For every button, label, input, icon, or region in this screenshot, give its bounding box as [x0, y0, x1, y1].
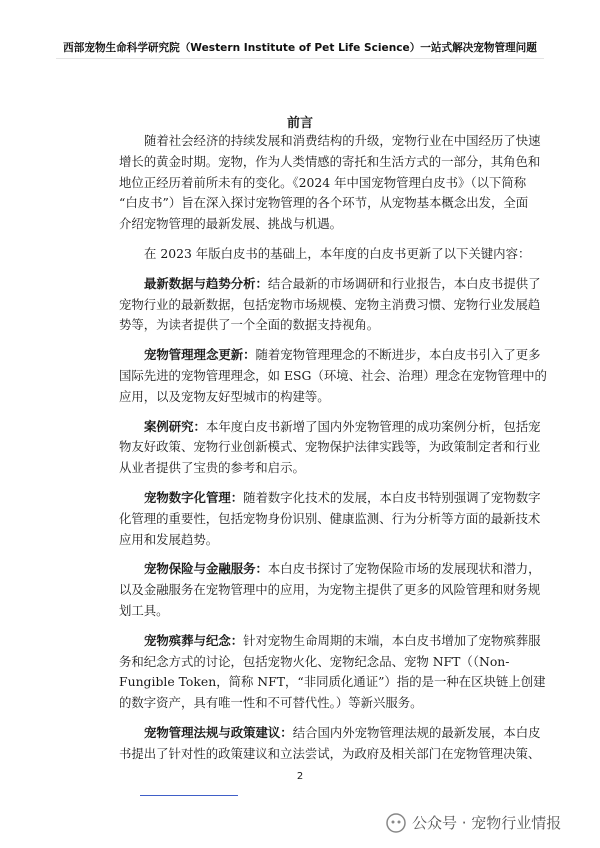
- section-line: 国际先进的宠物管理理念，如 ESG（环境、社会、治理）理念在宠物管理中的: [119, 367, 547, 383]
- watermark-text: 公众号 · 宠物行业情报: [412, 814, 562, 832]
- section-line: 应用，以及宠物友好型城市的构建等。: [119, 388, 330, 404]
- footnote-rule: [140, 795, 238, 796]
- intro-line: 随着社会经济的持续发展和消费结构的升级，宠物行业在中国经历了快速: [144, 133, 541, 148]
- section-line: 物友好政策、宠物行业创新模式、宠物保护法律实践等，为政策制定者和行业: [119, 439, 541, 455]
- section-line: 书提出了针对性的政策建议和立法尝试，为政府及相关部门在宠物管理决策、: [119, 745, 541, 761]
- document-body: [119, 131, 547, 765]
- section-paragraph: [119, 345, 547, 407]
- section-text: 本白皮书探讨了宠物保险市场的发展现状和潜力，: [267, 561, 541, 577]
- update-intro: 在 2023 年版白皮书的基础上，本年度的白皮书更新了以下关键内容：: [144, 245, 531, 261]
- section-paragraph: [119, 631, 546, 714]
- section-heading: 宠物管理理念更新：: [144, 347, 256, 363]
- section-paragraph: [119, 488, 541, 550]
- section-heading: 宠物保险与金融服务：: [144, 561, 268, 577]
- intro-line: 增长的黄金时期。宠物，作为人类情感的寄托和生活方式的一部分，其角色和: [119, 153, 541, 169]
- section-text: 随着宠物管理理念的不断进步，本白皮书引入了更多: [255, 347, 541, 363]
- section-line: 从业者提供了宝贵的参考和启示。: [119, 460, 305, 476]
- section-line: 的数字资产，具有唯一性和不可替代性。）等新兴服务。: [119, 695, 423, 711]
- section-line: 务和纪念方式的讨论，包括宠物火化、宠物纪念品、宠物 NFT（（Non-: [119, 653, 510, 669]
- section-line: 化管理的重要性，包括宠物身份识别、健康监测、行为分析等方面的最新技术: [119, 510, 541, 526]
- section-line: 划工具。: [119, 602, 169, 618]
- section-paragraph: [119, 723, 541, 765]
- section-text: 本年度白皮书新增了国内外宠物管理的成功案例分析，包括宠: [205, 418, 541, 434]
- header-divider: [56, 58, 544, 59]
- intro-line: 地位正经历着前所未有的变化。《2024 年中国宠物管理白皮书》（以下简称: [119, 174, 527, 190]
- page-number: 2: [296, 771, 304, 782]
- section-line: 应用和发展趋势。: [119, 531, 219, 547]
- section-heading: 宠物数字化管理：: [144, 489, 244, 505]
- section-text: 结合国内外宠物管理法规的最新发展，本白皮: [292, 724, 541, 740]
- section-line: 势等，为读者提供了一个全面的数据支持视角。: [119, 317, 380, 333]
- section-heading: 最新数据与趋势分析：: [144, 275, 268, 291]
- section-heading: 宠物殡葬与纪念：: [144, 632, 244, 648]
- running-header: 西部宠物生命科学研究院（Western Institute of Pet Life Science）一站式解决宠物管理问题: [63, 42, 537, 54]
- section-line: Fungible Token，简称 NFT，“非同质化通证”）指的是一种在区块链上创建: [119, 674, 546, 690]
- section-text: 随着数字化技术的发展，本白皮书特别强调了宠物数字: [243, 489, 541, 505]
- section-text: 结合最新的市场调研和行业报告，本白皮书提供了: [267, 275, 541, 291]
- section-line: 以及金融服务在宠物管理中的应用，为宠物主提供了更多的风险管理和财务规: [119, 582, 541, 598]
- section-text: 针对宠物生命周期的末端，本白皮书增加了宠物殡葬服: [243, 632, 541, 648]
- section-line: 宠物行业的最新数据，包括宠物市场规模、宠物主消费习惯、宠物行业发展趋: [119, 296, 541, 312]
- section-paragraph: [119, 559, 541, 621]
- intro-line: 介绍宠物管理的最新发展、挑战与机遇。: [119, 216, 343, 232]
- section-heading: 案例研究：: [144, 418, 206, 434]
- section-paragraph: [119, 417, 541, 479]
- wechat-watermark: [386, 812, 561, 833]
- section-heading: 宠物管理法规与政策建议：: [144, 724, 293, 740]
- wechat-icon: [386, 813, 406, 833]
- section-title: 前言: [286, 116, 313, 131]
- intro-paragraph: [119, 131, 541, 235]
- intro-line: “白皮书”）旨在深入探讨宠物管理的各个环节，从宠物基本概念出发，全面: [119, 195, 529, 211]
- section-paragraph: [119, 274, 541, 336]
